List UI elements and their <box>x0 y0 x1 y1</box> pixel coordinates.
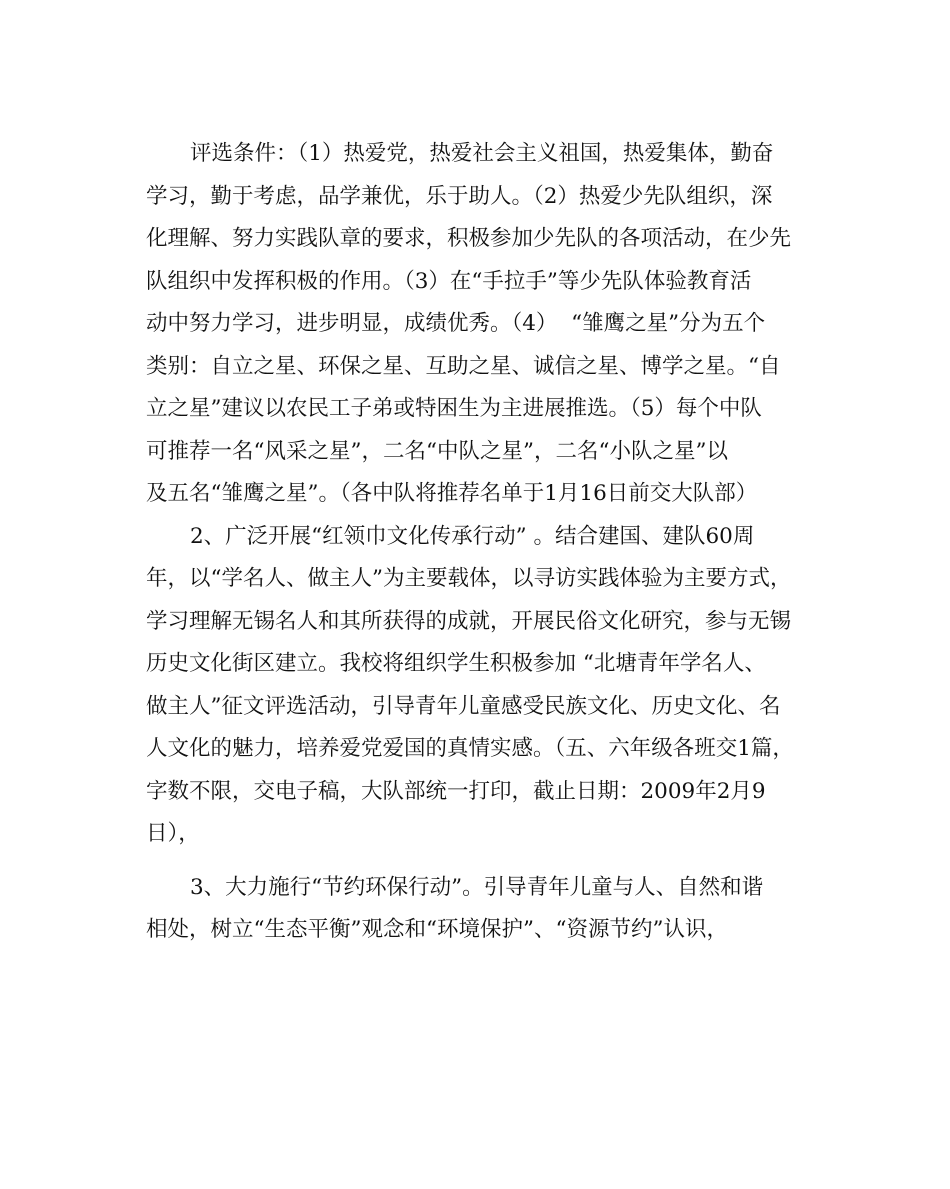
paragraph-line: 学习理解无锡名人和其所获得的成就，开展民俗文化研究，参与无锡 <box>146 608 792 634</box>
paragraph-line: 历史文化街区建立。我校将组织学生积极参加 “北塘青年学名人、 <box>146 651 766 676</box>
paragraph-line: 日）， <box>146 821 200 846</box>
paragraph-line: 化理解、努力实践队章的要求，积极参加少先队的各项活动，在少先 <box>146 226 792 251</box>
paragraph-line: 队组织中发挥积极的作用。（3）在“手拉手”等少先队体验教育活 <box>146 268 752 294</box>
paragraph-line: 类别：自立之星、环保之星、互助之星、诚信之星、博学之星。“自 <box>146 353 781 379</box>
paragraph-line: 人文化的魅力，培养爱党爱国的真情实感。（五、六年级各班交1篇， <box>146 736 794 761</box>
paragraph-line: 年，以“学名人、做主人”为主要载体，以寻访实践体验为主要方式， <box>146 566 792 591</box>
document-body <box>146 133 826 952</box>
paragraph-line: 及五名“雏鹰之星”。（各中队将推荐名单于1月16日前交大队部） <box>146 481 758 506</box>
paragraph-line: 可推荐一名“风采之星”，二名“中队之星”，二名“小队之星”以 <box>146 438 728 464</box>
paragraph-line: 动中努力学习，进步明显，成绩优秀。（4） “雏鹰之星”分为五个 <box>146 311 766 336</box>
paragraph-line: 做主人”征文评选活动，引导青年儿童感受民族文化、历史文化、名 <box>146 693 781 719</box>
paragraph-line: 字数不限，交电子稿，大队部统一打印，截止日期：2009年2月9 <box>146 778 766 804</box>
paragraph-line: 3、大力施行“节约环保行动”。引导青年儿童与人、自然和谐 <box>190 874 764 900</box>
paragraph-line: 2、广泛开展“红领巾文化传承行动” 。结合建国、建队60周 <box>190 523 755 549</box>
paragraph-line: 立之星”建议以农民工子弟或特困生为主进展推选。（5）每个中队 <box>146 396 762 421</box>
paragraph-line: 学习，勤于考虑，品学兼优，乐于助人。（2）热爱少先队组织，深 <box>146 183 773 209</box>
paragraph-line: 评选条件：（1）热爱党，热爱社会主义祖国，热爱集体，勤奋 <box>190 141 774 166</box>
paragraph-line: 相处，树立“生态平衡”观念和“环境保护”、“资源节约”认识， <box>146 917 728 942</box>
